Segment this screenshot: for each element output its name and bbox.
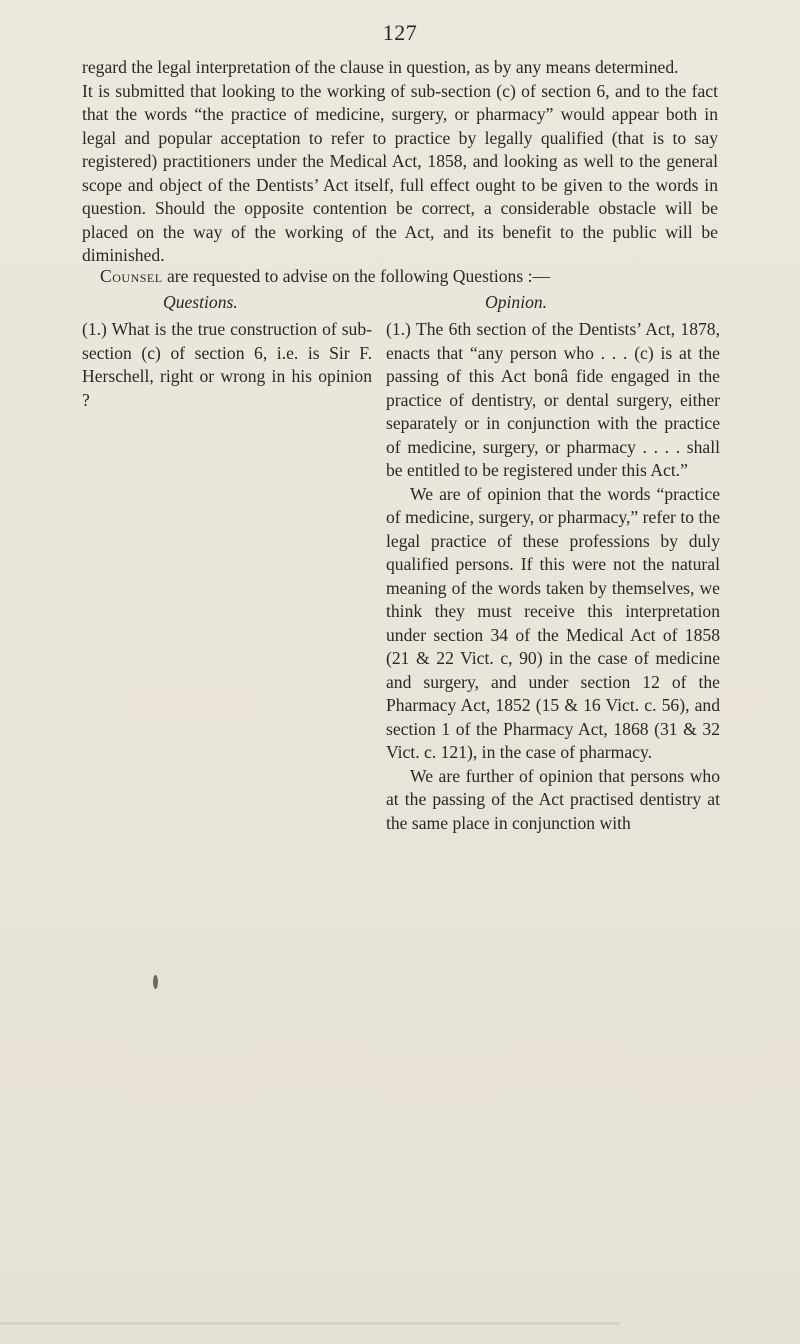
intro-paragraph-2: It is submitted that looking to the working of sub-section (c) of section 6, and to the fact that the words “the practice of medicine, surgery, or pharmacy” would appear both in legal and popular acceptation to refer to practice by legally qualified (that is to say registered) practitioners under the Medical Act, 1858, and looking as well to the general scope and object of the Dentists’ Act itself, full effect ought to be given to the words in question. Should the opposite contention be correct, a considerable obstacle will be placed on the way of the working of the Act, and its benefit to the public will be diminished.	[82, 80, 718, 265]
counsel-rest: are requested to advise on the following Questions :—	[162, 266, 551, 286]
opinion-paragraph-3: We are further of opinion that persons who at the passing of the Act practised dentistry at the same place in conjunction with	[386, 765, 720, 833]
questions-heading: Questions.	[163, 292, 238, 312]
page-number: 127	[382, 20, 418, 45]
intro-paragraph-1: regard the legal interpretation of the clause in question, as by any means determined.	[82, 57, 679, 77]
opinion-heading: Opinion.	[485, 292, 548, 312]
intro-text	[82, 56, 718, 268]
opinion-text	[386, 318, 720, 835]
page-edge	[0, 1322, 620, 1325]
ink-smudge	[153, 975, 158, 989]
counsel-request	[100, 265, 720, 289]
counsel-lead: Counsel	[100, 266, 163, 286]
opinion-paragraph-1: (1.) The 6th section of the Dentists’ Act, 1878, enacts that “any person who . . . (c) is at the passing of this Act bonâ fide engaged in the practice of dentistry, or dental surgery, either separately or in conjunction with the practice of medicine, surgery, or pharmacy . . . . shall be entitled to be registered under this Act.”	[386, 319, 720, 480]
question-text: (1.) What is the true construction of sub-section (c) of section 6, i.e. is Sir F. Herschell, right or wrong in his opinion ?	[82, 319, 372, 410]
opinion-paragraph-2: We are of opinion that the words “practice of medicine, surgery, or pharmacy,” refer to the legal practice of these professions by duly qualified persons. If this were not the natural meaning of the words taken by themselves, we think they must receive this interpretation under section 34 of the Medical Act of 1858 (21 & 22 Vict. c, 90) in the case of medicine and surgery, and under section 12 of the Pharmacy Act, 1852 (15 & 16 Vict. c. 56), and section 1 of the Pharmacy Act, 1868 (31 & 32 Vict. c. 121), in the case of pharmacy.	[386, 483, 720, 762]
